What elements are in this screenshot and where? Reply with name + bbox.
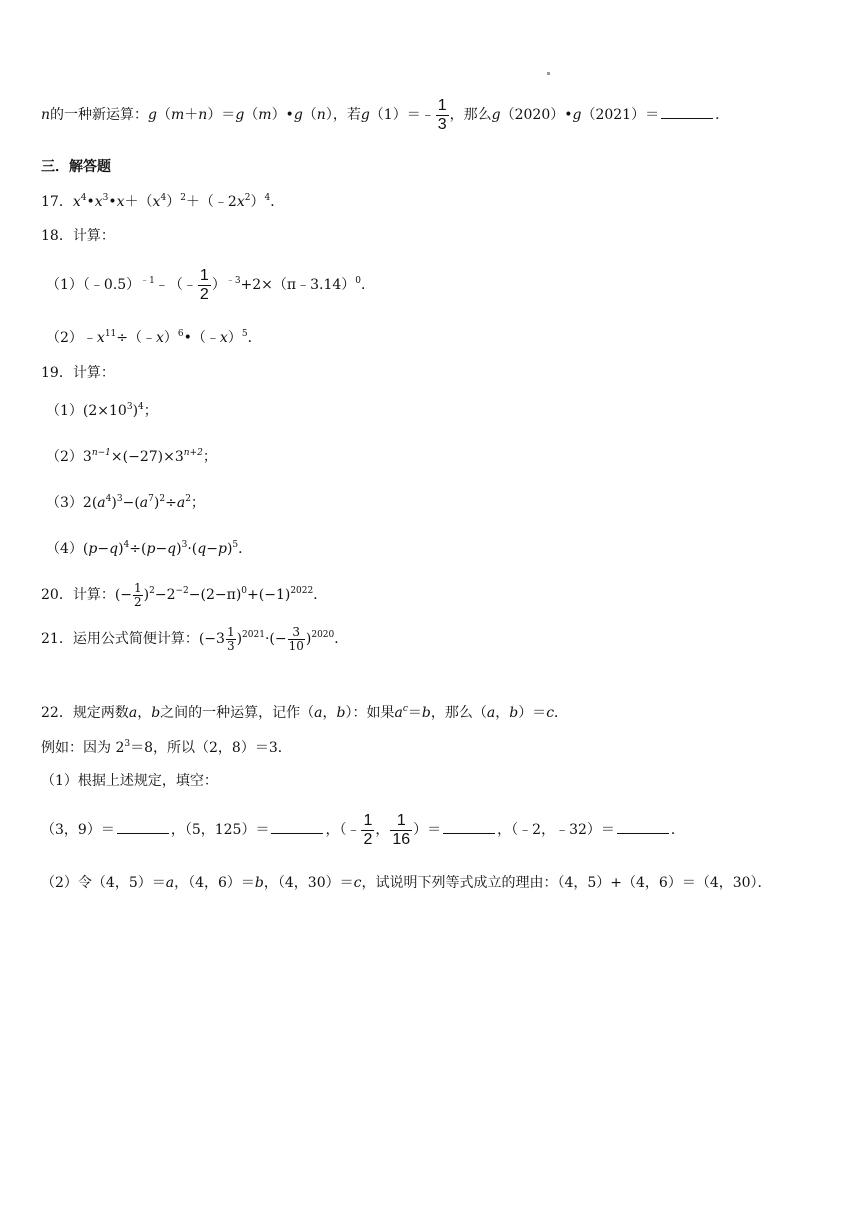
answer-blank[interactable] bbox=[661, 106, 713, 119]
fraction: $\frac{1}{3}$ bbox=[437, 96, 447, 133]
answer-blank[interactable] bbox=[617, 821, 669, 834]
question-16-line: n的一种新运算：g（m＋n）＝g（m）•g（n），若g（1）＝﹣ $\frac{1}{3}$ ，那么g（2020）•g（2021）＝ ． bbox=[41, 96, 730, 133]
question-18-part-2: $(2)﹣x^{11}\div(﹣x)^6•(﹣x)^5$． bbox=[46, 329, 262, 346]
fraction: $\frac{1}{2}$ bbox=[363, 811, 373, 848]
question-21: 21．运用公式简便计算：(−3 $\frac{1}{3}$ )$^{2021}$·(− $\frac{3}{10}$ )$^{2020}$． bbox=[41, 624, 349, 653]
question-19-part-4: $(4)(p-q)^4\div(p-q)^3\cdot(q-p)^5$． bbox=[46, 540, 253, 557]
fraction: $\frac{1}{16}$ bbox=[392, 811, 411, 848]
fraction: $\frac{1}{3}$ bbox=[226, 624, 235, 653]
question-19-part-2: $(2)3^{n-1}\times(-27)\times 3^{n+2}$； bbox=[46, 448, 217, 465]
section-title: 三．解答题 bbox=[41, 159, 111, 175]
fraction: $\frac{3}{10}$ bbox=[288, 624, 304, 653]
answer-blank[interactable] bbox=[443, 821, 495, 834]
question-17: 17．$x^4•x^3•x+(x^4)^2+(﹣2x^2)^4$． bbox=[41, 193, 285, 210]
question-22-example: 例如：因为 $2^3=8$，所以（2，8）＝3． bbox=[41, 739, 292, 756]
fraction: $\frac{1}{2}$ bbox=[134, 580, 142, 609]
question-18-part-1: （1）（﹣0.5）$^{﹣1}$﹣（﹣ $\frac{1}{2}$ ）$^{﹣3}$+2×（π﹣3.14）$^0$． bbox=[46, 266, 376, 303]
question-18-title: 18．计算： bbox=[41, 228, 115, 244]
fraction: $\frac{1}{2}$ bbox=[199, 266, 209, 303]
question-22-part-2: （2）令（4，5）＝a，（4，6）＝b，（4，30）＝c，试说明下列等式成立的理由：（4，5）+（4，6）＝（4，30）． bbox=[41, 875, 772, 891]
question-19-title: 19．计算： bbox=[41, 365, 115, 381]
question-22-fill-blanks: （3，9）＝ ，（5，125）＝ ，（﹣ $\frac{1}{2}$ ， $\frac{1}{16}$ ）＝ ，（﹣2，﹣32）＝ ． bbox=[41, 811, 685, 848]
answer-blank[interactable] bbox=[271, 821, 323, 834]
question-20: 20．计算：(− $\frac{1}{2}$ )$^2-2^{-2}-(2-\pi)^0+(-1)^{2022}$． bbox=[41, 580, 328, 609]
question-19-part-3: $(3)2(a^4)^3-(a^7)^2\div a^2$； bbox=[46, 494, 205, 511]
page-marker-dot bbox=[547, 72, 550, 75]
answer-blank[interactable] bbox=[117, 821, 169, 834]
question-22-line-1: 22．规定两数a，b之间的一种运算，记作（a，b）：如果$a^c=b$，那么（a，b）＝c． bbox=[41, 704, 569, 721]
question-19-part-1: $(1)(2\times 10^3)^4$； bbox=[46, 402, 158, 419]
question-22-part-1-title: （1）根据上述规定，填空： bbox=[41, 773, 218, 789]
